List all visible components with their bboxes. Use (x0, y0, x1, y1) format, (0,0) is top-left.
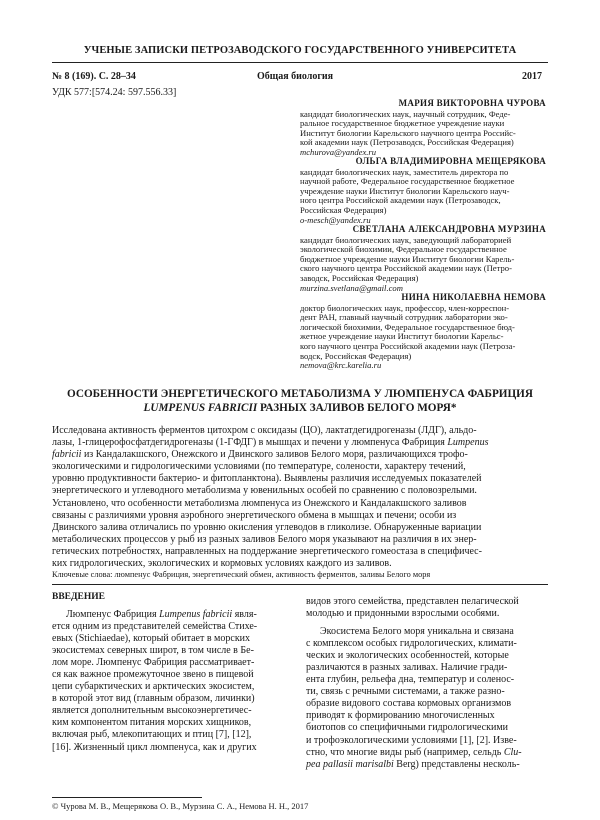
author-affiliation-line: Российская Федерация) (300, 204, 387, 215)
body-line: [16]. Жизненный цикл люмпенуса, как и других (52, 741, 257, 753)
author-affiliation-line: доктор биологических наук, профессор, член-корреспон- (300, 302, 510, 313)
author-email[interactable]: nemova@krc.karelia.ru (300, 360, 382, 371)
species-name: LUMPENUS FABRICII (143, 402, 258, 414)
header-rule (52, 62, 548, 63)
issue-info: № 8 (169). С. 28–34 (52, 71, 136, 82)
author-email[interactable]: mchurova@yandex.ru (300, 146, 377, 157)
abstract-line: лазы, 1-глицерофосфатдегидрогеназы (1-ГФДГ) в мышцах и печени у люмпенуса Фабриция Lumpenus (52, 437, 489, 449)
body-line: Люмпенус Фабриция Lumpenus fabricii явля- (66, 609, 257, 620)
article-title-rest: РАЗНЫХ ЗАЛИВОВ БЕЛОГО МОРЯ* (257, 402, 457, 414)
author-affiliation-line: водск, Российская Федерация) (300, 350, 412, 361)
species-name: fabricii (52, 449, 82, 461)
author-affiliation-line: логической биохимии, Федеральное государственное бюд- (300, 321, 515, 332)
body-line: ся как важное промежуточное звено в пищевой (52, 669, 254, 681)
body-line: экосистемах северных широт, в том числе в Бе- (52, 645, 254, 657)
abstract-line: метаболических процессов у рыб из разных заливов Белого моря указывают на различия в их энер- (52, 533, 477, 545)
author-affiliation-line: кого научного центра Российской академии наук (Петроза- (300, 340, 516, 351)
author-affiliation-line: заводск, Российская Федерация) (300, 272, 419, 283)
left-column (52, 609, 292, 754)
journal-title: УЧЕНЫЕ ЗАПИСКИ ПЕТРОЗАВОДСКОГО ГОСУДАРСТВЕННОГО УНИВЕРСИТЕТА (83, 45, 517, 56)
body-line: приводят к формированию многочисленных (306, 710, 495, 722)
author-affiliation-line: кандидат биологических наук, заместитель директора по (300, 166, 509, 177)
section-heading: ВВЕДЕНИЕ (52, 592, 105, 602)
keywords-rule (52, 584, 548, 585)
copyright: © Чурова М. В., Мещерякова О. В., Мурзина С. А., Немова Н. Н., 2017 (52, 801, 309, 811)
abstract-line: гетических потребностях, направленных на поддержание энергетического гомеостаза в специфичес- (52, 545, 482, 557)
year: 2017 (522, 71, 542, 82)
body-line: евых (Stichiaedae), который обитает в морских (52, 633, 251, 645)
article-title-line (40, 401, 560, 415)
author-name: НИНА НИКОЛАЕВНА НЕМОВА (401, 292, 546, 302)
species-name: pea pallasii marisalbi (306, 758, 394, 770)
body-line: Экосистема Белого моря уникальна и связана (320, 626, 514, 638)
author-block (300, 157, 546, 225)
author-block (300, 99, 546, 158)
body-line: различаются в разных заливах. Наличие гради- (306, 662, 508, 674)
body-line: pea pallasii marisalbi Berg) представлены несколь- (306, 758, 520, 770)
body-line: с комплексом особых гидрологических, климати- (306, 638, 517, 650)
author-email[interactable]: murzina.svetlana@gmail.com (300, 282, 403, 293)
author-affiliation-line: бюджетное учреждение науки Институт биологии Карель- (300, 253, 515, 264)
species-name: Lumpenus fabricii (159, 609, 233, 620)
body-line: цепи субарктических и арктических экосистем, (52, 681, 255, 693)
author-affiliation-line: жетное учреждение науки Институт биологии Карельс- (300, 331, 504, 342)
author-name: МАРИЯ ВИКТОРОВНА ЧУРОВА (398, 98, 546, 108)
author-affiliation-line: дент РАН, главный научный сотрудник лаборатории эко- (300, 312, 508, 323)
author-affiliation-line: ского научного центра Российской академии наук (Петро- (300, 263, 512, 274)
author-name: ОЛЬГА ВЛАДИМИРОВНА МЕЩЕРЯКОВА (355, 156, 546, 166)
abstract-line: экологическими и гидрологическими условиями (по температуре, солености, характеру течений, (52, 461, 466, 473)
body-line: в которой этот вид (главным образом, личинки) (52, 693, 255, 705)
body-line: лом море. Люмпенус Фабриция рассматривает- (52, 657, 255, 669)
right-column (306, 596, 546, 771)
body-line: ента глубин, рельефа дна, температур и соленос- (306, 674, 515, 686)
species-name: Clu- (503, 746, 522, 758)
abstract-line: Установлено, что особенности метаболизма люмпенуса из Онежского и Кандалакшского заливов (52, 497, 467, 509)
article-title-line: ОСОБЕННОСТИ ЭНЕРГЕТИЧЕСКОГО МЕТАБОЛИЗМА У ЛЮМПЕНУСА ФАБРИЦИЯ (67, 388, 533, 400)
author-email[interactable]: o-mesch@yandex.ru (300, 214, 371, 225)
body-line: стно, что многие виды рыб (например, сельдь Clu- (306, 746, 522, 758)
body-line: молодью и придонными взрослыми особями. (306, 608, 500, 620)
body-line: ческих и экологических особенностей, которые (306, 650, 509, 662)
author-block (300, 293, 546, 371)
author-affiliation-line: ральное государственное бюджетное учреждение науки (300, 118, 505, 129)
section-name: Общая биология (257, 71, 334, 82)
abstract-line: Двинского залива отличались по уровню окисления углеводов в гликолизе. Обнаруженные вариации (52, 521, 482, 533)
author-affiliation-line: ного центра Российской академии наук (Петрозаводск, (300, 195, 501, 206)
udk-code: УДК 577:[574.24: 597.556.33] (52, 87, 177, 98)
body-line: и трофоэкологическими условиями [1], [2]. Изве- (306, 734, 517, 746)
footer-rule (52, 797, 202, 798)
body-line: является дополнительным высокоэнергетичес- (52, 705, 252, 717)
author-affiliation-line: Институт биологии Карельского научного центра Российс- (300, 127, 516, 138)
article-title (40, 387, 560, 415)
body-line: ким компонентом питания морских хищников, (52, 717, 252, 729)
body-line: биотопов со специфичными гидрологическими (306, 722, 508, 734)
author-block (300, 225, 546, 293)
keywords: Ключевые слова: люмпенус Фабриция, энергетический обмен, активность ферментов, заливы Белого моря (52, 570, 431, 579)
abstract-line: ких гидрологических, экологических и кормовых условиях каждого из заливов. (52, 558, 392, 570)
body-line: образие видового состава кормовых организмов (306, 698, 512, 710)
author-name: СВЕТЛАНА АЛЕКСАНДРОВНА МУРЗИНА (352, 224, 546, 234)
author-affiliation-line: экологической биохимии, Федеральное государственное (300, 244, 507, 255)
species-name: Lumpenus (447, 437, 489, 449)
author-affiliation-line: учреждение науки Институт биологии Карельского науч- (300, 185, 510, 196)
body-line: ти, связь с речными системами, а также разно- (306, 686, 505, 698)
body-line: ется одним из представителей семейства Стихе- (52, 621, 258, 633)
abstract-line: энергетического и углеводного метаболизма у ювенильных особей по сравнению с половозрелыми. (52, 485, 477, 497)
body-line: включая рыб, млекопитающих и птиц [7], [12], (52, 729, 252, 741)
author-affiliation-line: кандидат биологических наук, заведующий лабораторией (300, 234, 512, 245)
author-affiliation-line: кой академии наук (Петрозаводск, Российская Федерация) (300, 137, 514, 148)
body-line: видов этого семейства, представлен пелагической (306, 596, 519, 607)
abstract (52, 425, 552, 570)
abstract-line: Исследована активность ферментов цитохром с оксидазы (ЦО), лактатдегидрогеназы (ЛДГ), альдо- (52, 425, 477, 436)
abstract-line: связаны с различиями уровня аэробного энергетического обмена в мышцах и печени; особи из (52, 509, 457, 521)
abstract-line: уровню продуктивности бактерио- и фитопланктона). Выявлены различия исследуемых показателей (52, 473, 482, 485)
abstract-line: fabricii из Кандалакшского, Онежского и Двинского заливов Белого моря, различающихся трофо- (52, 449, 468, 461)
author-affiliation-line: кандидат биологических наук, научный сотрудник, Феде- (300, 108, 511, 119)
author-affiliation-line: научной работе, Федеральное государственное бюджетное (300, 176, 515, 187)
